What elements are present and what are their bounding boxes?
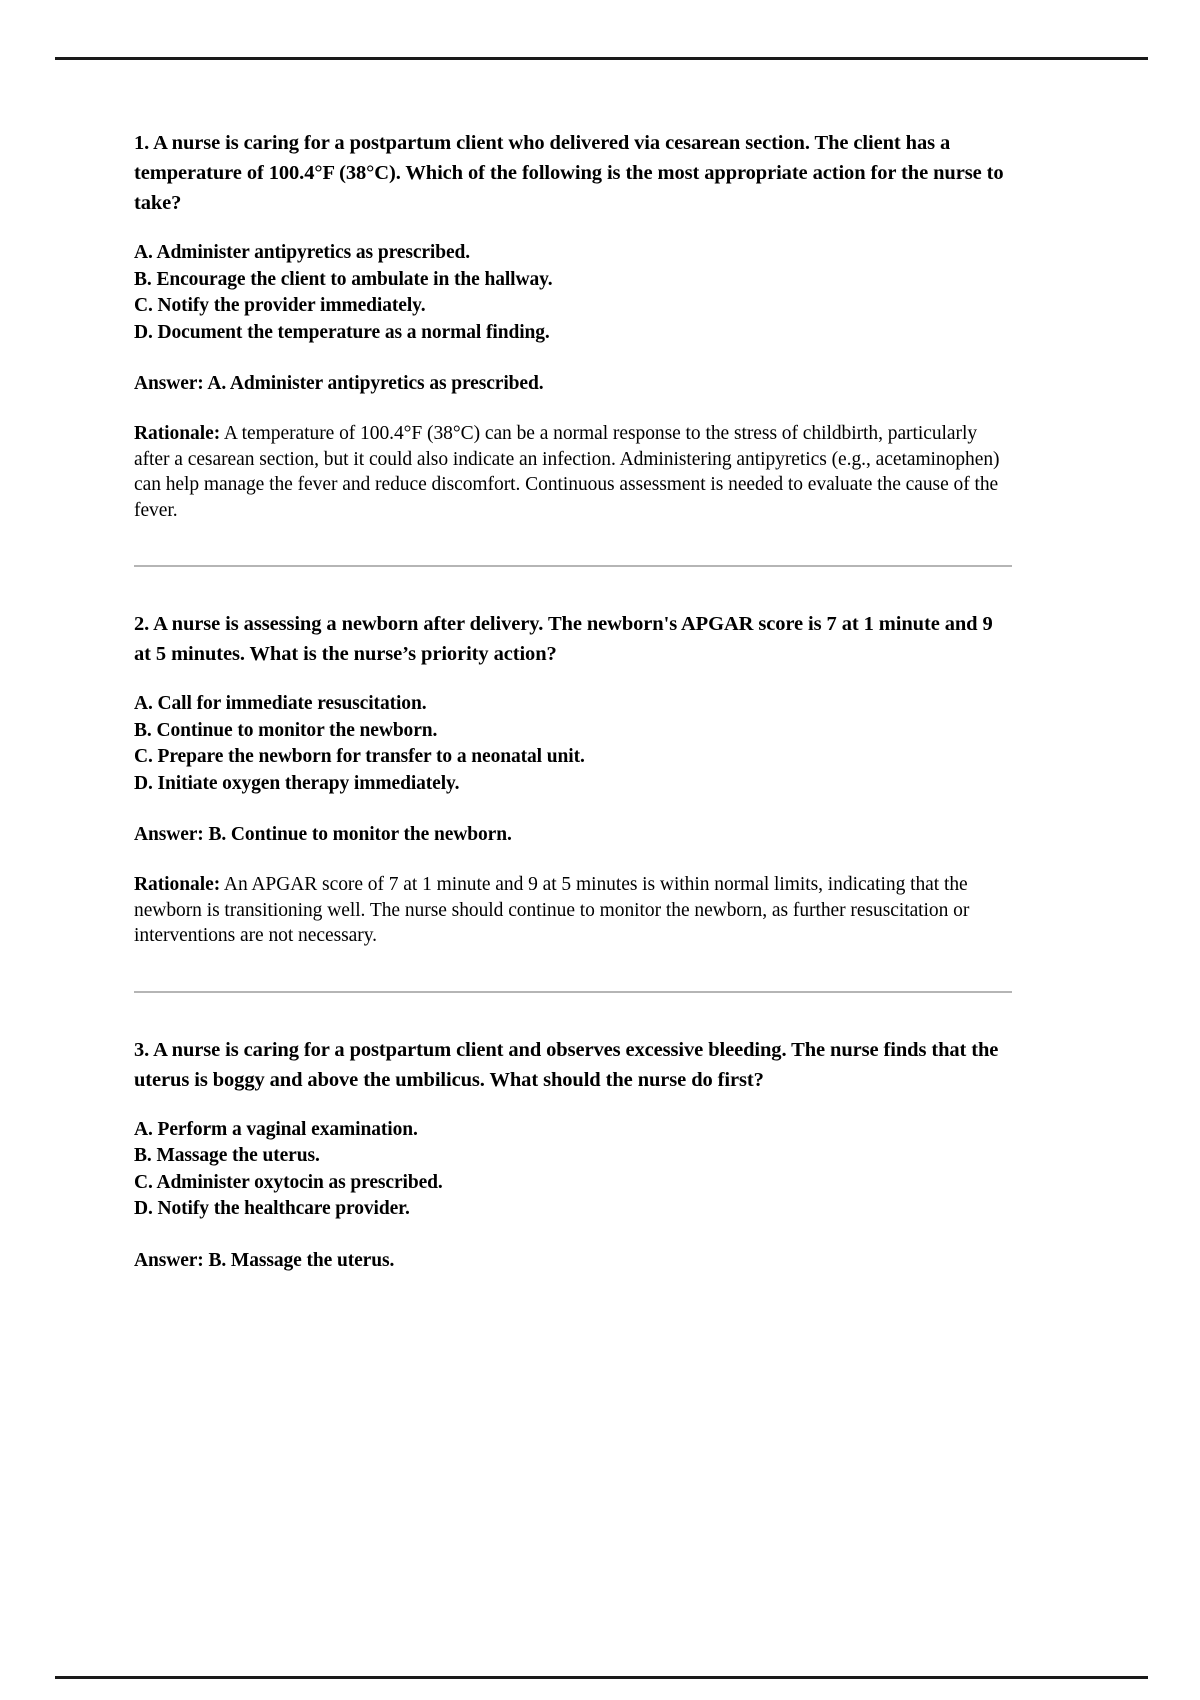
question-stem-3: 3. A nurse is caring for a postpartum client and observes excessive bleeding. The nurse finds that the uterus is boggy and above the umbilicus. What should the nurse do first? [134,1038,999,1091]
option-3-d[interactable]: D. Notify the healthcare provider. [134,1198,410,1219]
question-stem-2: 2. A nurse is assessing a newborn after delivery. The newborn's APGAR score is 7 at 1 minute and 9 at 5 minutes. What is the nurse’s priority action? [134,613,993,665]
question-block-1 [134,128,1012,523]
option-2-d[interactable]: D. Initiate oxygen therapy immediately. [134,772,460,794]
option-3-a[interactable]: A. Perform a vaginal examination. [134,1118,418,1140]
option-3-c[interactable]: C. Administer oxytocin as prescribed. [134,1171,443,1193]
rationale-text-1: A temperature of 100.4°F (38°C) can be a normal response to the stress of childbirth, particularly after a cesarean section, but it could also indicate an infection. Administering antipyretics (e.g., acetaminophen) can help manage the fever and reduce discomfort. Continuous assessment is needed to evaluate the cause of the fever. [134,423,1000,521]
options-list-3 [134,1117,1012,1223]
answer-line-1: Answer: A. Administer antipyretics as prescribed. [134,373,544,394]
answer-line-2: Answer: B. Continue to monitor the newborn. [134,824,512,845]
question-block-2 [134,609,1012,949]
option-1-a[interactable]: A. Administer antipyretics as prescribed. [134,242,471,263]
page-content [134,128,1012,1274]
rationale-label-1: Rationale: [134,423,221,444]
option-3-b[interactable]: B. Massage the uterus. [134,1145,320,1166]
rationale-2 [134,872,1012,949]
question-block-3 [134,1035,1012,1274]
options-list-1 [134,240,1012,346]
page-top-rule [55,57,1148,60]
question-stem-1: 1. A nurse is caring for a postpartum client who delivered via cesarean section. The client has a temperature of 100.4°F (38°C). Which of the following is the most appropriate action for the nurse to take? [134,132,1004,214]
section-divider-1 [134,565,1012,567]
option-1-c[interactable]: C. Notify the provider immediately. [134,295,426,316]
rationale-1 [134,421,1012,523]
option-1-b[interactable]: B. Encourage the client to ambulate in the hallway. [134,268,553,290]
rationale-label-2: Rationale: [134,874,221,895]
option-2-c[interactable]: C. Prepare the newborn for transfer to a neonatal unit. [134,746,585,767]
option-2-a[interactable]: A. Call for immediate resuscitation. [134,693,427,714]
page-bottom-rule [55,1676,1148,1679]
answer-line-3: Answer: B. Massage the uterus. [134,1249,395,1271]
rationale-text-2: An APGAR score of 7 at 1 minute and 9 at 5 minutes is within normal limits, indicating that the newborn is transitioning well. The nurse should continue to monitor the newborn, as further resuscitation or interventions are not necessary. [134,874,970,946]
option-2-b[interactable]: B. Continue to monitor the newborn. [134,719,438,741]
options-list-2 [134,691,1012,797]
option-1-d[interactable]: D. Document the temperature as a normal finding. [134,321,550,343]
section-divider-2 [134,991,1012,993]
